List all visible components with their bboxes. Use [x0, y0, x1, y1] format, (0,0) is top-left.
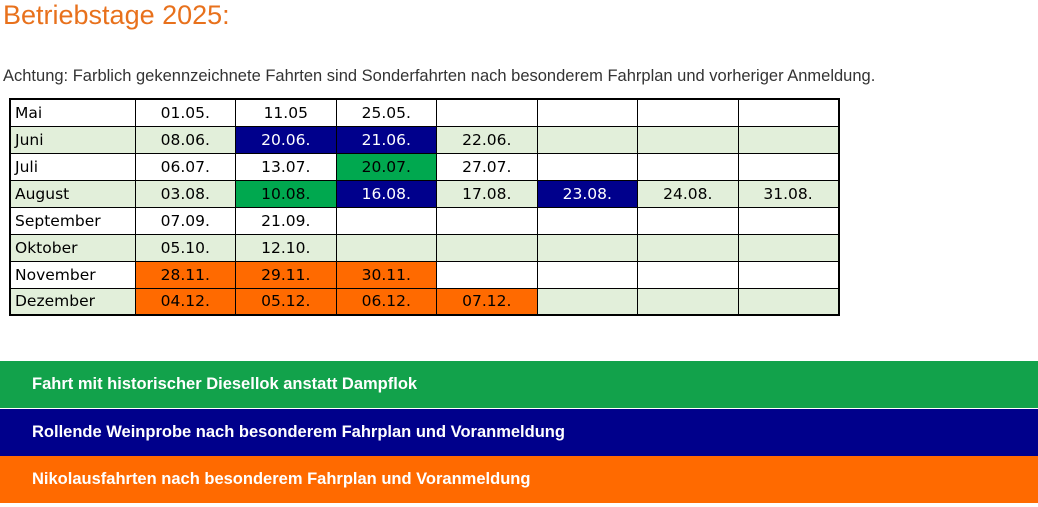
month-cell: Juli	[10, 153, 135, 180]
empty-cell	[537, 207, 638, 234]
table-row	[10, 180, 839, 207]
date-cell: 28.11.	[135, 261, 236, 288]
table-row	[10, 288, 839, 315]
month-cell: September	[10, 207, 135, 234]
month-cell: November	[10, 261, 135, 288]
legend-diesel-trip: Fahrt mit historischer Diesellok anstatt Dampflok	[0, 361, 1038, 408]
date-cell: 22.06.	[437, 126, 538, 153]
date-cell: 10.08.	[236, 180, 337, 207]
date-cell: 13.07.	[236, 153, 337, 180]
empty-cell	[336, 234, 437, 261]
date-cell: 21.06.	[336, 126, 437, 153]
date-cell: 20.07.	[336, 153, 437, 180]
empty-cell	[638, 207, 739, 234]
date-cell: 30.11.	[336, 261, 437, 288]
empty-cell	[638, 234, 739, 261]
date-cell: 21.09.	[236, 207, 337, 234]
date-cell: 04.12.	[135, 288, 236, 315]
empty-cell	[537, 234, 638, 261]
empty-cell	[738, 99, 839, 126]
date-cell: 16.08.	[336, 180, 437, 207]
date-cell: 24.08.	[638, 180, 739, 207]
date-cell: 07.09.	[135, 207, 236, 234]
empty-cell	[537, 99, 638, 126]
date-cell: 06.12.	[336, 288, 437, 315]
empty-cell	[537, 261, 638, 288]
schedule-table	[9, 98, 840, 316]
table-row	[10, 207, 839, 234]
table-row	[10, 261, 839, 288]
table-row	[10, 126, 839, 153]
date-cell: 25.05.	[336, 99, 437, 126]
date-cell: 12.10.	[236, 234, 337, 261]
empty-cell	[738, 207, 839, 234]
empty-cell	[638, 126, 739, 153]
empty-cell	[638, 99, 739, 126]
schedule-table-body	[10, 99, 839, 315]
date-cell: 31.08.	[738, 180, 839, 207]
date-cell: 20.06.	[236, 126, 337, 153]
empty-cell	[638, 261, 739, 288]
empty-cell	[437, 234, 538, 261]
special-trips-note: Achtung: Farblich gekennzeichnete Fahrten sind Sonderfahrten nach besonderem Fahrplan und vorheriger Anmeldung.	[3, 67, 876, 85]
date-cell: 06.07.	[135, 153, 236, 180]
legend-wine-tasting: Rollende Weinprobe nach besonderem Fahrplan und Voranmeldung	[0, 409, 1038, 456]
empty-cell	[638, 288, 739, 315]
table-row	[10, 153, 839, 180]
page-title: Betriebstage 2025:	[3, 0, 230, 30]
date-cell: 07.12.	[437, 288, 538, 315]
date-cell: 01.05.	[135, 99, 236, 126]
date-cell: 05.12.	[236, 288, 337, 315]
empty-cell	[738, 234, 839, 261]
empty-cell	[738, 261, 839, 288]
table-row	[10, 99, 839, 126]
date-cell: 17.08.	[437, 180, 538, 207]
empty-cell	[738, 288, 839, 315]
date-cell: 11.05	[236, 99, 337, 126]
empty-cell	[738, 126, 839, 153]
date-cell: 27.07.	[437, 153, 538, 180]
empty-cell	[738, 153, 839, 180]
month-cell: August	[10, 180, 135, 207]
date-cell: 05.10.	[135, 234, 236, 261]
empty-cell	[437, 99, 538, 126]
date-cell: 29.11.	[236, 261, 337, 288]
date-cell: 08.06.	[135, 126, 236, 153]
date-cell: 23.08.	[537, 180, 638, 207]
legend-nikolaus-trip: Nikolausfahrten nach besonderem Fahrplan und Voranmeldung	[0, 456, 1038, 503]
empty-cell	[336, 207, 437, 234]
empty-cell	[437, 207, 538, 234]
month-cell: Mai	[10, 99, 135, 126]
table-row	[10, 234, 839, 261]
date-cell: 03.08.	[135, 180, 236, 207]
empty-cell	[537, 126, 638, 153]
month-cell: Dezember	[10, 288, 135, 315]
empty-cell	[638, 153, 739, 180]
month-cell: Juni	[10, 126, 135, 153]
empty-cell	[537, 153, 638, 180]
empty-cell	[437, 261, 538, 288]
empty-cell	[537, 288, 638, 315]
month-cell: Oktober	[10, 234, 135, 261]
